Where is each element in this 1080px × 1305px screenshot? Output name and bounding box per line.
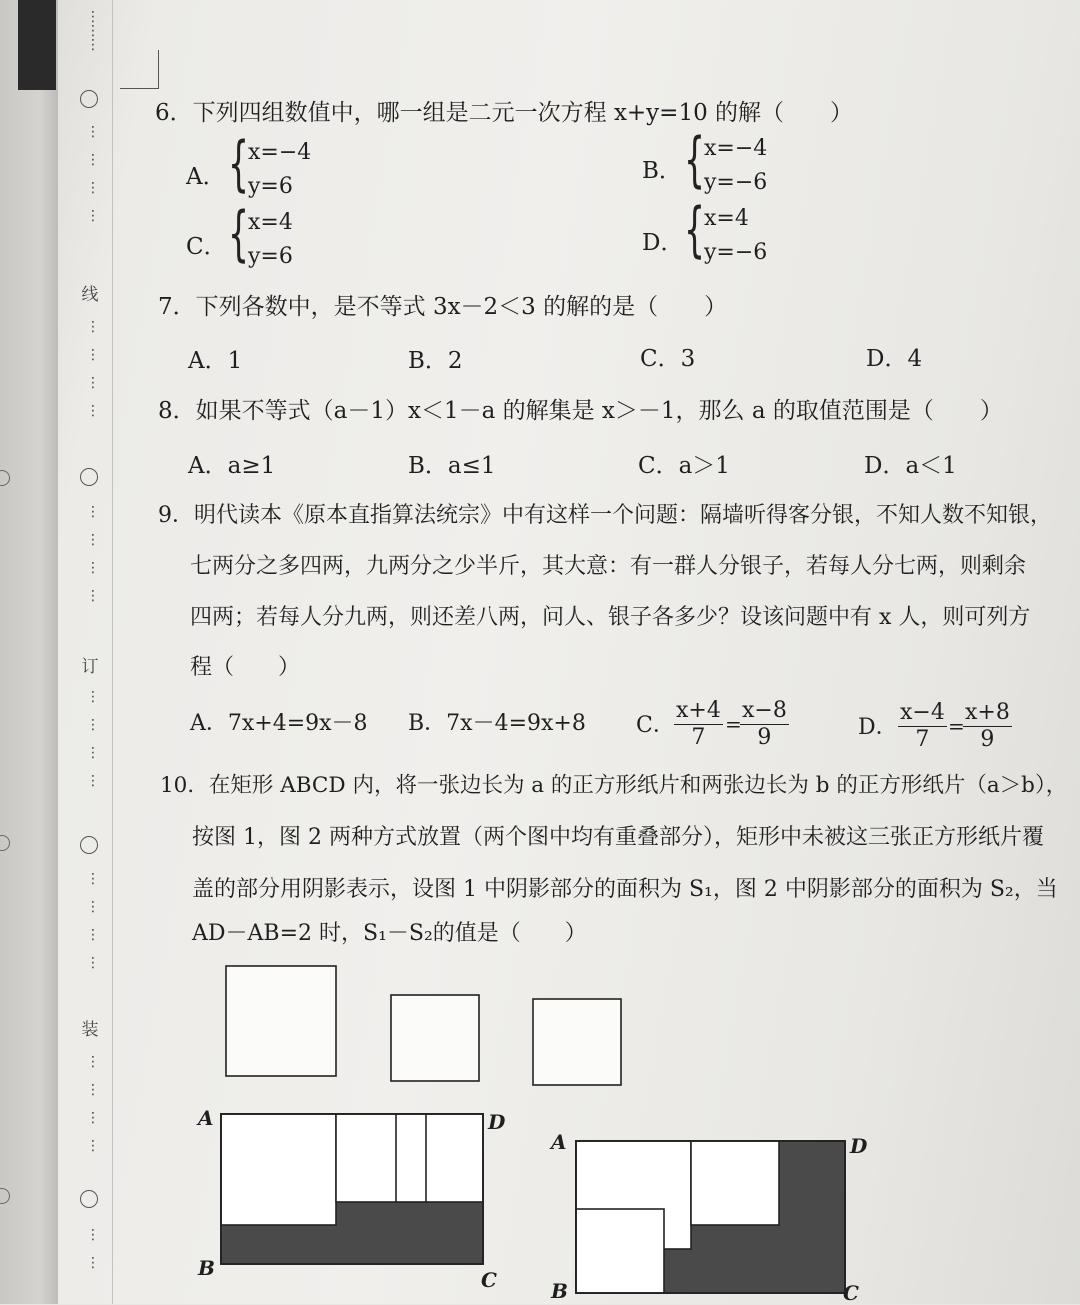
equals-sign: = bbox=[948, 714, 965, 738]
q6-option-c-key: C． bbox=[186, 234, 227, 260]
q10-line-3: 盖的部分用阴影表示，设图 1 中阴影部分的面积为 S₁，图 2 中阴影部分的面积为 S₂，当 bbox=[192, 877, 1058, 902]
fig2-square-b-bottom bbox=[576, 1209, 664, 1293]
q7-option-c: C．3 bbox=[640, 346, 696, 372]
equals-sign: = bbox=[725, 712, 742, 736]
denominator: 9 bbox=[757, 725, 772, 750]
figure-1 bbox=[221, 1114, 483, 1264]
dotted-line: ⋮ ⋮ ⋮ ⋮ bbox=[86, 504, 100, 604]
figure-2 bbox=[576, 1141, 845, 1293]
q9-line-4: 程（ ） bbox=[190, 655, 301, 680]
dotted-line: ⋮ ⋮ ⋮ bbox=[86, 9, 100, 53]
q6-option-a-key: A． bbox=[186, 164, 226, 190]
dotted-line: ⋮ ⋮ ⋮ ⋮ bbox=[86, 1054, 100, 1154]
q9-option-d-key: D． bbox=[858, 715, 898, 740]
q10-line-4: AD－AB=2 时，S₁－S₂的值是（ ） bbox=[192, 921, 587, 946]
square-a-piece bbox=[226, 966, 336, 1076]
q7-option-b: B．2 bbox=[408, 348, 463, 374]
square-b-piece-1 bbox=[391, 995, 479, 1081]
q6-option-d-key: D． bbox=[642, 230, 684, 256]
q6-c-line1: x=4 bbox=[248, 210, 293, 235]
q8-option-a: A．a≥1 bbox=[188, 453, 276, 479]
fig1-label-b: B bbox=[198, 1256, 215, 1280]
fig1-square-b-2 bbox=[396, 1114, 483, 1202]
q6-a-line1: x=−4 bbox=[248, 140, 312, 165]
denominator: 7 bbox=[915, 727, 930, 752]
q6-stem: 6．下列四组数值中，哪一组是二元一次方程 x+y=10 的解（ ） bbox=[155, 100, 854, 126]
binding-label-order: 订 bbox=[81, 657, 99, 677]
fig1-label-c: C bbox=[481, 1268, 497, 1292]
q8-stem: 8．如果不等式（a－1）x＜1－a 的解集是 x＞－1，那么 a 的取值范围是（ ） bbox=[158, 398, 1003, 424]
brace-icon: { bbox=[228, 199, 250, 269]
q6-c-line2: y=6 bbox=[248, 244, 293, 269]
q8-option-b: B．a≤1 bbox=[408, 453, 496, 479]
numerator: x+8 bbox=[965, 700, 1010, 725]
q10-line-2: 按图 1，图 2 两种方式放置（两个图中均有重叠部分），矩形中未被这三张正方形纸片覆 bbox=[192, 825, 1044, 850]
dotted-line: ⋮ ⋮ ⋮ ⋮ bbox=[86, 871, 100, 971]
q7-option-a: A．1 bbox=[188, 348, 243, 374]
brace-icon: { bbox=[684, 125, 706, 195]
fig2-square-b-top bbox=[691, 1141, 779, 1225]
q8-option-c: C．a＞1 bbox=[638, 453, 730, 479]
q10-line-1: 10．在矩形 ABCD 内，将一张边长为 a 的正方形纸片和两张边长为 b 的正方形纸片（a＞b）， bbox=[160, 773, 1068, 798]
dotted-line: ⋮ ⋮ ⋮ ⋮ bbox=[86, 319, 100, 419]
fig1-label-a: A bbox=[198, 1106, 214, 1130]
dotted-line: ⋮ ⋮ ⋮ ⋮ bbox=[86, 124, 100, 224]
q7-stem: 7．下列各数中，是不等式 3x－2＜3 的解的是（ ） bbox=[158, 294, 728, 320]
binding-label-bind: 装 bbox=[81, 1020, 99, 1040]
q6-option-b-key: B． bbox=[642, 158, 682, 184]
denominator: 7 bbox=[691, 725, 706, 750]
q9-line-3: 四两；若每人分九两，则还差八两，问人、银子各多少？设该问题中有 x 人，则可列方 bbox=[190, 605, 1031, 630]
fig1-label-d: D bbox=[488, 1110, 506, 1134]
q9-option-b: B．7x－4=9x+8 bbox=[408, 711, 586, 736]
numerator: x−8 bbox=[742, 698, 787, 723]
fig2-label-c: C bbox=[843, 1281, 859, 1305]
q8-option-d: D．a＜1 bbox=[864, 453, 957, 479]
fig2-label-d: D bbox=[850, 1134, 868, 1158]
q6-d-line1: x=4 bbox=[704, 206, 749, 231]
square-b-piece-2 bbox=[533, 999, 621, 1085]
q7-option-d: D．4 bbox=[866, 346, 923, 372]
q9-option-c-key: C． bbox=[636, 713, 675, 738]
fig2-label-b: B bbox=[551, 1279, 568, 1303]
q6-d-line2: y=−6 bbox=[704, 240, 768, 265]
fig2-label-a: A bbox=[551, 1130, 567, 1154]
q9-line-1: 9．明代读本《原本直指算法统宗》中有这样一个问题：隔墙听得客分银，不知人数不知银， bbox=[158, 503, 1053, 528]
dotted-line: ⋮ ⋮ bbox=[86, 1227, 100, 1271]
brace-icon: { bbox=[684, 195, 706, 265]
brace-icon: { bbox=[228, 129, 250, 199]
q6-a-line2: y=6 bbox=[248, 174, 293, 199]
denominator: 9 bbox=[980, 727, 995, 752]
q9-line-2: 七两分之多四两，九两分之少半斤，其大意：有一群人分银子，若每人分七两，则剩余 bbox=[190, 554, 1027, 579]
dotted-line: ⋮ ⋮ ⋮ ⋮ bbox=[86, 689, 100, 789]
numerator: x−4 bbox=[900, 700, 945, 725]
q6-b-line1: x=−4 bbox=[704, 136, 768, 161]
q6-b-line2: y=−6 bbox=[704, 170, 768, 195]
binding-label-line: 线 bbox=[81, 285, 99, 305]
q9-option-a: A．7x+4=9x－8 bbox=[190, 711, 368, 736]
fig1-square-a bbox=[221, 1114, 336, 1225]
numerator: x+4 bbox=[676, 698, 721, 723]
